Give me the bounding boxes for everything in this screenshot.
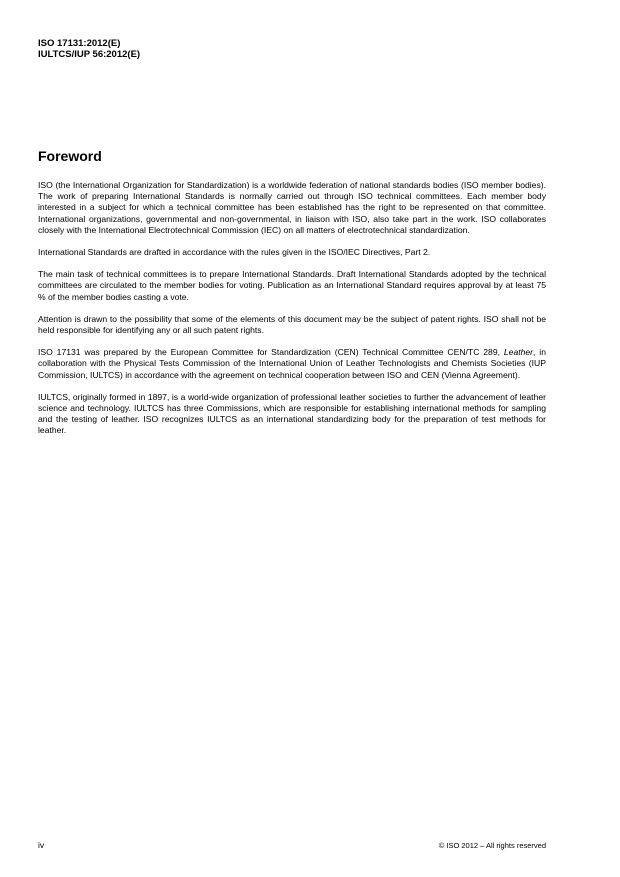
- prepared-by-text-end: , in collaboration with the Physical Tests Commission of the International Union of Leather Technologists and Chemists Societies (IUP Commission, IULTCS) in accordance with the agreement on technical cooperation between ISO and CEN (Vienna Agreement).: [38, 347, 546, 380]
- page-title: Foreword: [38, 148, 102, 164]
- foreword-body: [38, 180, 546, 437]
- prepared-by-text-start: ISO 17131 was prepared by the European Committee for Standardization (CEN) Technical Committee CEN/TC 289,: [38, 347, 504, 358]
- document-header: [38, 38, 140, 60]
- iultcs-number: IULTCS/IUP 56:2012(E): [38, 49, 141, 60]
- prepared-by-italic: Leather: [503, 347, 534, 358]
- paragraph-iso-federation: ISO (the International Organization for Standardization) is a worldwide federation of national standards bodies (ISO member bodies). The work of preparing International Standards is normally carried out through ISO technical committees. Each member body interested in a subject for which a technical committee has been established has the right to be represented on that committee. International organizations, governmental and non-governmental, in liaison with ISO, also take part in the work. ISO collaborates closely with the International Electrotechnical Commission (IEC) on all matters of electrotechnical standardization.: [38, 180, 546, 235]
- paragraph-directives: International Standards are drafted in accordance with the rules given in the ISO/IEC Directives, Part 2.: [38, 247, 431, 258]
- paragraph-prepared-by: [38, 347, 546, 381]
- paragraph-iultcs: IULTCS, originally formed in 1897, is a world-wide organization of professional leather societies to further the advancement of leather science and technology. IULTCS has three Commissions, which are responsible for establishing international methods for sampling and the testing of leather. ISO recognizes IULTCS as an international standardizing body for the preparation of test methods for leather.: [38, 391, 546, 436]
- standard-number: ISO 17131:2012(E): [38, 38, 121, 49]
- paragraph-committees: The main task of technical committees is to prepare International Standards. Draft International Standards adopted by the technical committees are circulated to the member bodies for voting. Publication as an International Standard requires approval by at least 75 % of the member bodies casting a vote.: [38, 269, 546, 302]
- paragraph-patent-rights: Attention is drawn to the possibility that some of the elements of this document may be the subject of patent rights. ISO shall not be held responsible for identifying any or all such patent rights.: [38, 313, 546, 336]
- page-number: iv: [38, 840, 45, 850]
- copyright-notice: © ISO 2012 – All rights reserved: [438, 841, 546, 850]
